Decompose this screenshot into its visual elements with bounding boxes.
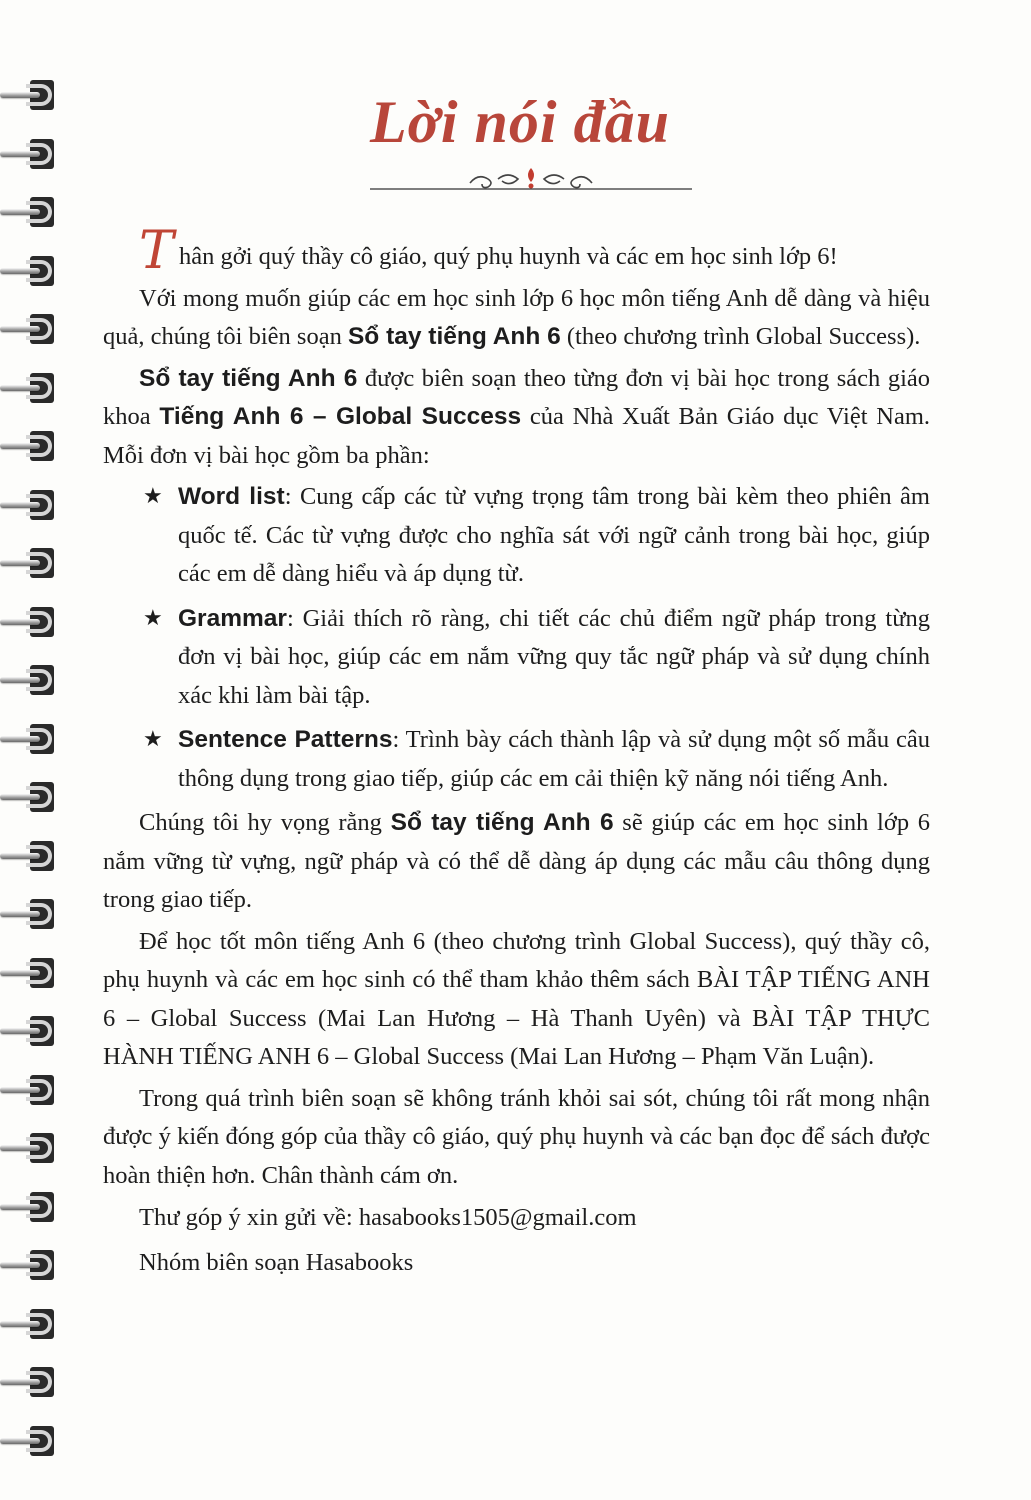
- binding-ring: [0, 1014, 62, 1048]
- structure-text: được biên soạn theo từng đơn vị bài học trong sách giáo khoa: [103, 364, 931, 430]
- binding-ring: [0, 1248, 62, 1282]
- binding-ring: [0, 1365, 62, 1399]
- binding-ring: [0, 722, 62, 756]
- preface-body: [103, 221, 931, 1288]
- star-bullet-icon: ★: [143, 727, 163, 752]
- binding-ring: [0, 1307, 62, 1341]
- section-term: Grammar: [178, 604, 287, 632]
- book-title: Sổ tay tiếng Anh 6: [390, 809, 614, 836]
- binding-ring: [0, 371, 62, 405]
- section-description: : Giải thích rõ ràng, chi tiết các chủ điểm ngữ pháp trong từng đơn vị bài học, giúp các em nắm vững quy tắc ngữ pháp và sử dụng chính xác khi làm bài tập.: [178, 604, 930, 709]
- binding-ring: [0, 312, 62, 346]
- greeting-paragraph: [103, 221, 930, 281]
- binding-ring: [0, 780, 62, 814]
- binding-ring: [0, 429, 62, 463]
- section-term: Word list: [178, 483, 285, 510]
- list-item: [103, 600, 930, 716]
- structure-text-end: của Nhà Xuất Bản Giáo dục Việt Nam. Mỗi đơn vị bài học gồm ba phần:: [103, 403, 931, 469]
- author-line: Nhóm biên soạn Hasabooks: [139, 1248, 414, 1276]
- contact-line: Thư góp ý xin gửi về: hasabooks1505@gmail.com: [139, 1204, 637, 1231]
- textbook-title: Tiếng Anh 6 – Global Success: [159, 403, 522, 430]
- greeting-text: hân gởi quý thầy cô giáo, quý phụ huynh và các em học sinh lớp 6!: [179, 243, 838, 270]
- spiral-binding: [0, 0, 70, 1500]
- binding-ring: [0, 254, 62, 288]
- signoff: [103, 1199, 930, 1282]
- reference-paragraph: Để học tốt môn tiếng Anh 6 (theo chương trình Global Success), quý thầy cô, phụ huynh và các em học sinh có thể tham khảo thêm sách BÀI TẬP TIẾNG ANH 6 – Global Success (Mai Lan Hương – Hà Thanh Uyên) và BÀI TẬP THỰC HÀNH TIẾNG ANH 6 – Global Success (Mai Lan Hương – Phạm Văn Luận).: [103, 927, 930, 1070]
- intro-text: Với mong muốn giúp các em học sinh lớp 6 học môn tiếng Anh dễ dàng và hiệu quả, chúng tôi biên soạn: [103, 284, 930, 350]
- hope-text-end: sẽ giúp các em học sinh lớp 6 nắm vững từ vựng, ngữ pháp và có thể dễ dàng áp dụng các mẫu câu thông dụng trong giao tiếp.: [103, 809, 930, 913]
- section-description: : Cung cấp các từ vựng trọng tâm trong bài kèm theo phiên âm quốc tế. Các từ vựng được cho nghĩa sát với ngữ cảnh trong bài học, giúp các em dễ dàng hiểu và áp dụng từ.: [178, 483, 930, 587]
- book-title: Sổ tay tiếng Anh 6: [139, 364, 358, 392]
- binding-ring: [0, 1424, 62, 1458]
- structure-paragraph: [103, 360, 930, 476]
- hope-paragraph: [103, 804, 930, 920]
- section-term: Sentence Patterns: [178, 726, 393, 753]
- binding-ring: [0, 1073, 62, 1107]
- drop-cap: T: [139, 221, 174, 281]
- binding-ring: [0, 195, 62, 229]
- book-title: Sổ tay tiếng Anh 6: [347, 323, 561, 350]
- ornament-divider: [370, 165, 692, 195]
- intro-text-end: (theo chương trình Global Success).: [560, 323, 921, 350]
- star-bullet-icon: ★: [143, 484, 163, 509]
- intro-paragraph: [103, 280, 930, 357]
- binding-ring: [0, 1131, 62, 1165]
- binding-ring: [0, 663, 62, 697]
- binding-ring: [0, 137, 62, 171]
- binding-ring: [0, 605, 62, 639]
- section-description: : Trình bày cách thành lập và sử dụng một số mẫu câu thông dụng trong giao tiếp, giúp các em cải thiện kỹ năng nói tiếng Anh.: [178, 726, 930, 792]
- page-title: Lời nói đầu: [370, 89, 670, 155]
- sections-list: [103, 478, 930, 798]
- binding-ring: [0, 488, 62, 522]
- binding-ring: [0, 956, 62, 990]
- binding-ring: [0, 897, 62, 931]
- binding-ring: [0, 1190, 62, 1224]
- feedback-paragraph: Trong quá trình biên soạn sẽ không tránh khỏi sai sót, chúng tôi rất mong nhận được ý kiến đóng góp của thầy cô giáo, quý phụ huynh và các bạn đọc để sách được hoàn thiện hơn. Chân thành cám ơn.: [103, 1084, 930, 1189]
- list-item: [103, 721, 930, 798]
- list-item: [103, 478, 930, 594]
- binding-ring: [0, 839, 62, 873]
- hope-text: Chúng tôi hy vọng rằng: [139, 809, 391, 836]
- star-bullet-icon: ★: [143, 605, 163, 631]
- binding-ring: [0, 546, 62, 580]
- binding-ring: [0, 78, 62, 112]
